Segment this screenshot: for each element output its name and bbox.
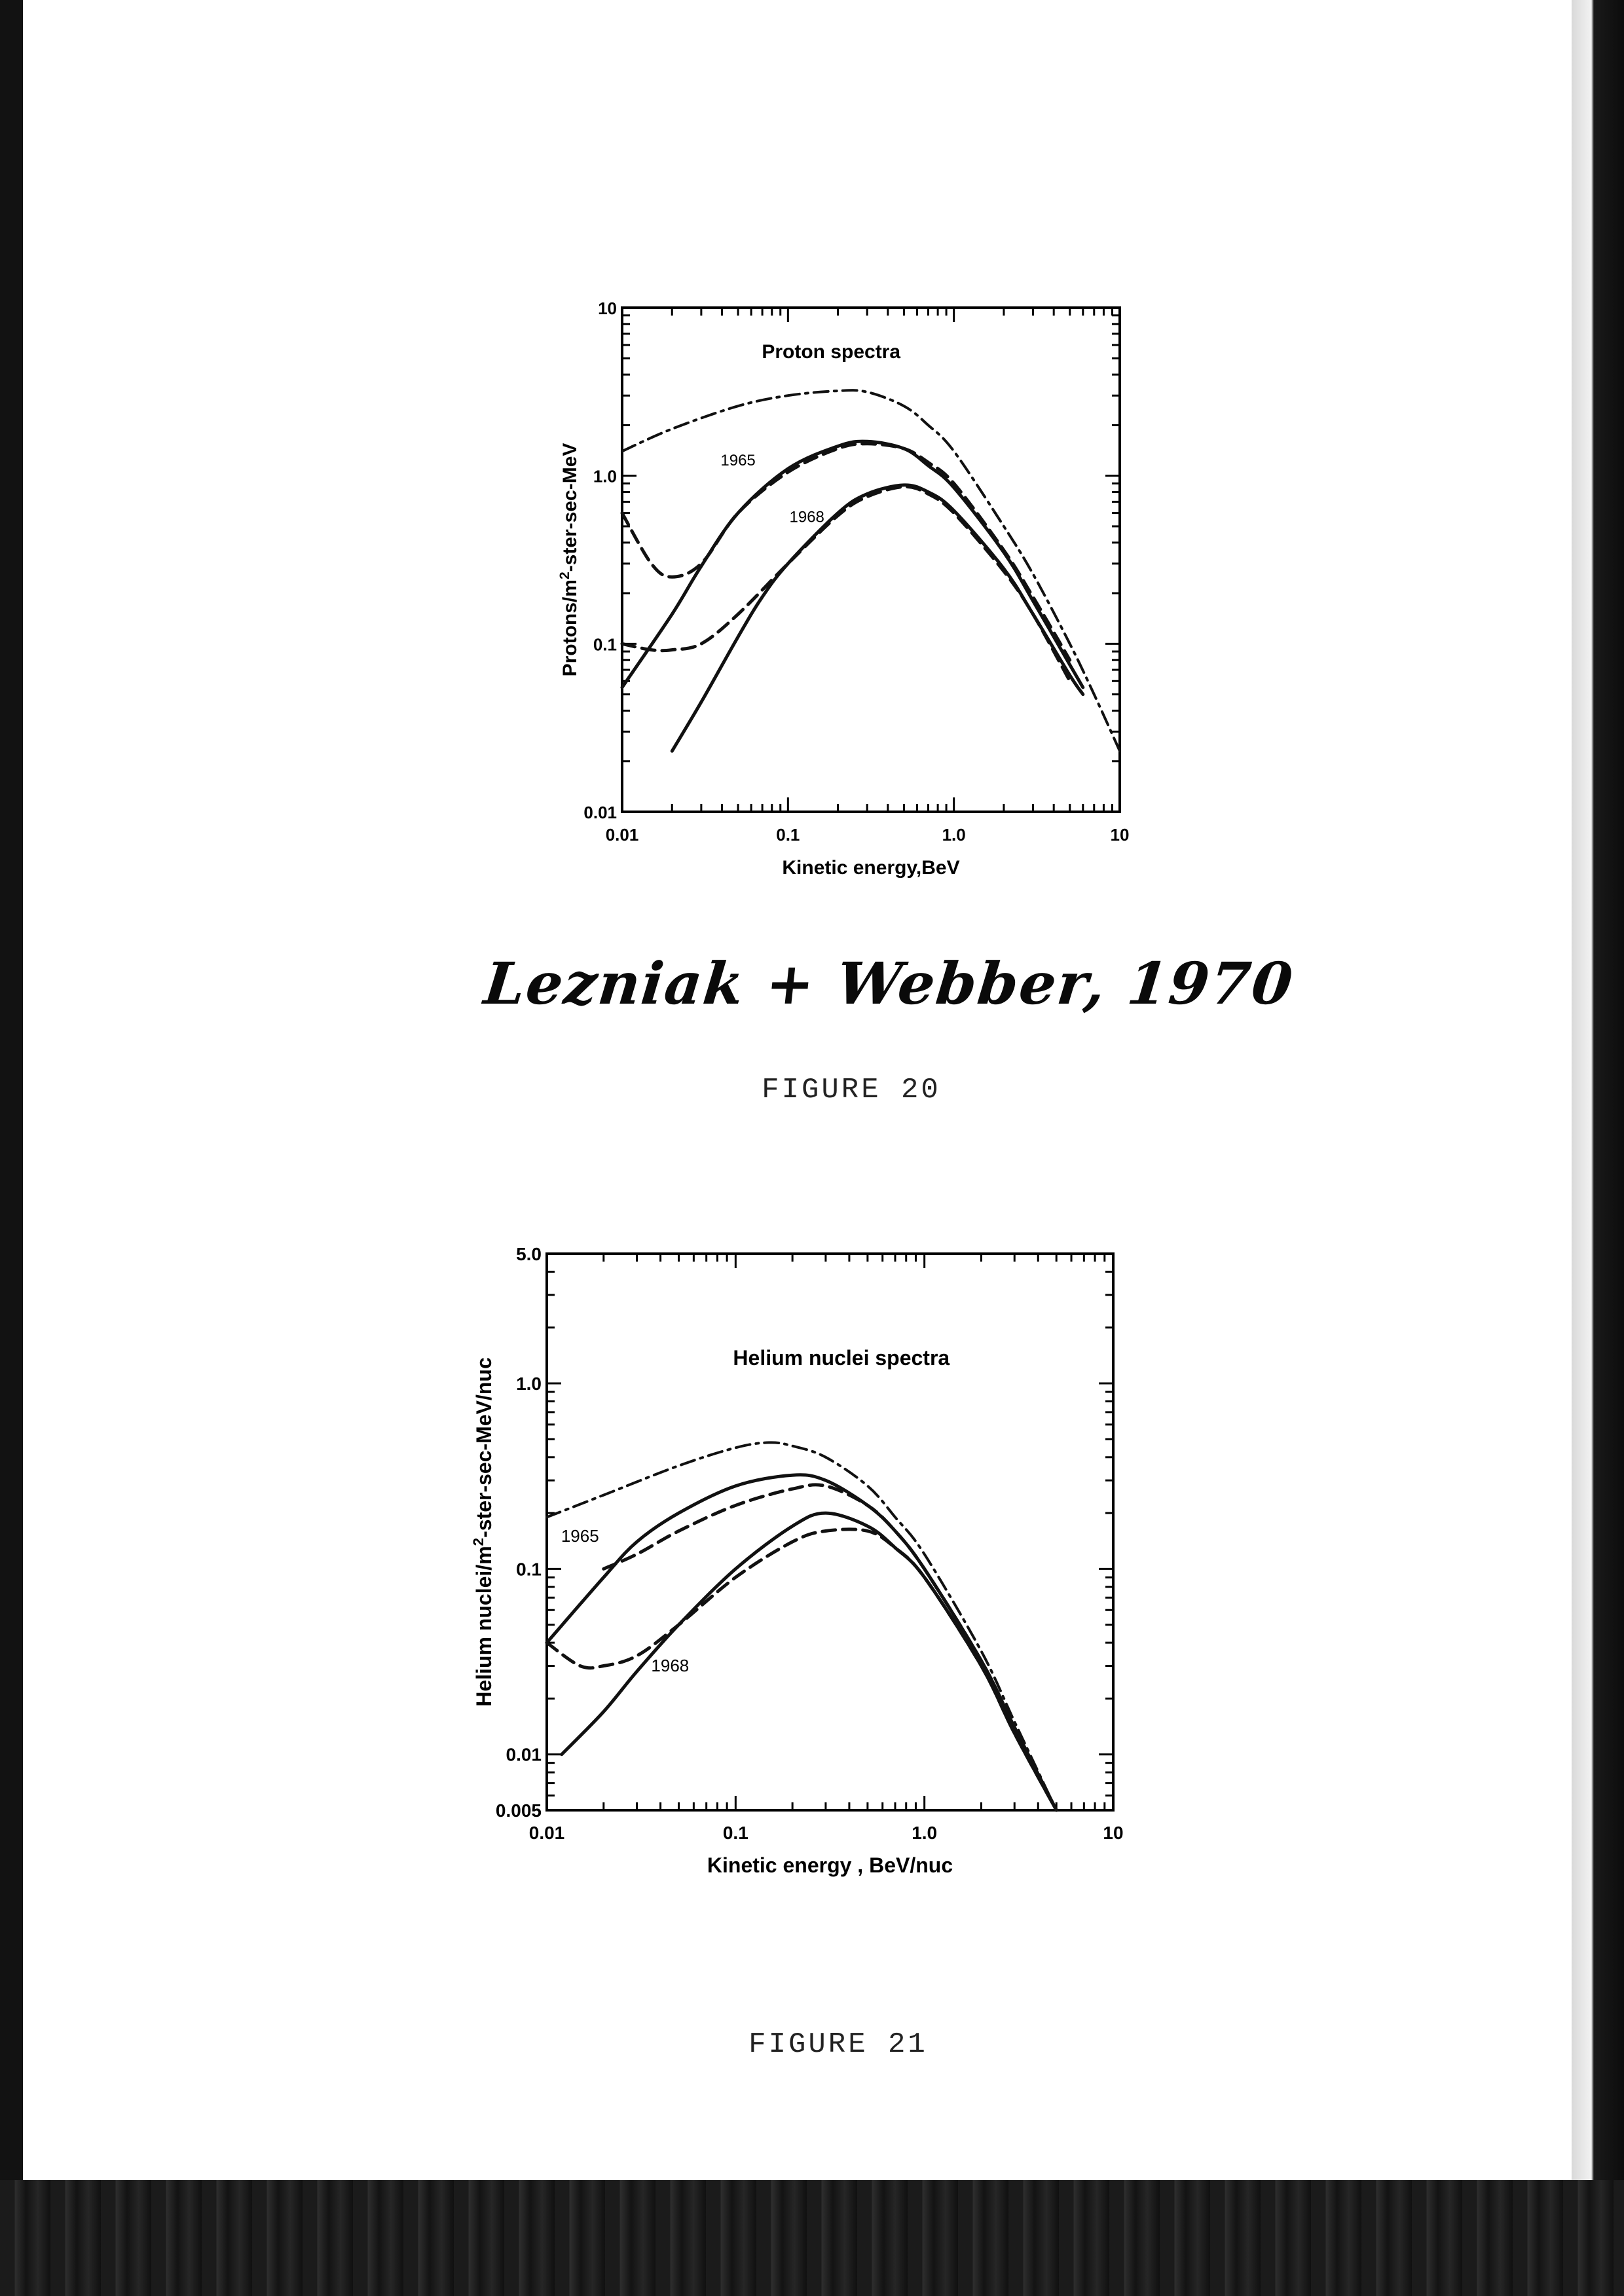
- y-tick-label: 0.01: [583, 803, 617, 822]
- series-line-2: [547, 1475, 1056, 1810]
- x-tick-label: 0.01: [605, 825, 639, 845]
- y-axis-label: Helium nuclei/$m^2-ster-\sec-MeV$/nuc: [470, 1357, 496, 1707]
- x-tick-label: 10: [1110, 825, 1130, 845]
- y-tick-label: 5.0: [516, 1244, 542, 1264]
- plot-frame: [622, 308, 1120, 812]
- figure-20-caption: FIGURE 20: [762, 1074, 941, 1106]
- curve-label-1968: 1968: [651, 1656, 690, 1676]
- x-tick-label: 10: [1103, 1823, 1124, 1843]
- x-axis-label: Kinetic energy , BeV/nuc: [707, 1853, 953, 1877]
- curve-label-1968: 1968: [789, 508, 824, 526]
- curve-label-1965: 1965: [561, 1525, 599, 1546]
- series-line-4: [547, 1529, 1056, 1810]
- chart-title: Helium nuclei spectra: [733, 1346, 950, 1370]
- y-tick-label: 0.1: [593, 634, 617, 655]
- x-axis-label: Kinetic energy,BeV: [782, 857, 960, 879]
- y-tick-label: 0.1: [516, 1559, 542, 1580]
- y-axis-label: Protons/$m^2-ster-\sec$-MeV: [557, 443, 581, 677]
- y-tick-label: 1.0: [516, 1374, 542, 1394]
- series-line-3: [604, 1485, 1056, 1810]
- scan-edge: [1572, 0, 1624, 2296]
- scan-border: [0, 2180, 1624, 2296]
- chart-title: Proton spectra: [762, 341, 901, 363]
- figure-21-caption: FIGURE 21: [748, 2028, 928, 2061]
- x-tick-label: 0.1: [722, 1823, 748, 1843]
- chart-helium-spectra: [458, 1218, 1153, 1886]
- y-tick-label: 0.005: [495, 1800, 542, 1821]
- x-tick-label: 0.01: [528, 1823, 565, 1843]
- x-tick-label: 1.0: [912, 1823, 938, 1843]
- y-tick-label: 1.0: [593, 466, 617, 486]
- x-tick-label: 1.0: [942, 825, 966, 845]
- chart-proton-spectra: [530, 275, 1172, 903]
- x-tick-label: 0.1: [776, 825, 800, 845]
- y-tick-label: 0.01: [506, 1744, 542, 1765]
- curve-label-1965: 1965: [720, 452, 756, 470]
- y-tick-label: 10: [598, 299, 617, 318]
- series-line-1: [547, 1442, 1056, 1810]
- handwritten-citation: Lezniak + Webber, 1970: [481, 949, 1297, 1017]
